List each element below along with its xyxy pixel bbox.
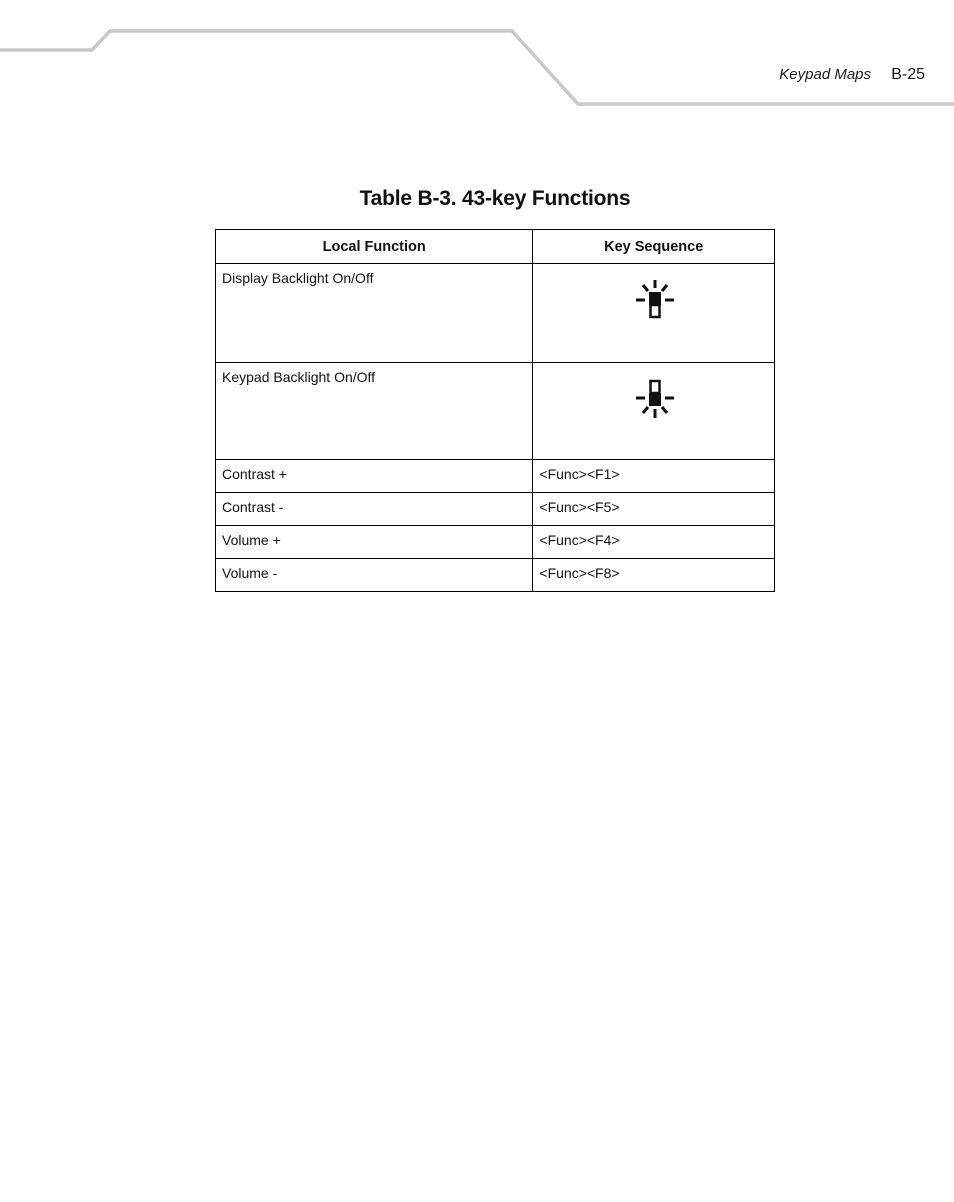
- function-cell: Contrast +: [216, 460, 533, 493]
- function-cell: Keypad Backlight On/Off: [216, 363, 533, 460]
- table-row: [216, 264, 775, 363]
- column-header-key-sequence: Key Sequence: [533, 230, 775, 264]
- function-cell: Display Backlight On/Off: [216, 264, 533, 363]
- page-number: B-25: [891, 66, 925, 83]
- sequence-cell: <Func><F4>: [533, 526, 775, 559]
- function-cell: Volume -: [216, 559, 533, 592]
- section-title: Keypad Maps: [779, 66, 872, 83]
- column-header-local-function: Local Function: [216, 230, 533, 264]
- sequence-cell: <Func><F5>: [533, 493, 775, 526]
- function-cell: Contrast -: [216, 493, 533, 526]
- function-cell: Volume +: [216, 526, 533, 559]
- sequence-cell: <Func><F8>: [533, 559, 775, 592]
- table-row: [216, 493, 775, 526]
- table-row: [216, 526, 775, 559]
- running-header: [779, 66, 925, 84]
- sequence-cell: [533, 363, 775, 460]
- keypad-backlight-icon: [633, 375, 677, 425]
- table-row: [216, 460, 775, 493]
- display-backlight-icon: [633, 274, 677, 324]
- table-header-row: [216, 230, 775, 264]
- table-row: [216, 559, 775, 592]
- functions-table: [215, 229, 775, 592]
- header-rule: [0, 0, 954, 110]
- sequence-cell: [533, 264, 775, 363]
- table-title: Table B-3. 43-key Functions: [359, 187, 631, 210]
- sequence-cell: <Func><F1>: [533, 460, 775, 493]
- table-row: [216, 363, 775, 460]
